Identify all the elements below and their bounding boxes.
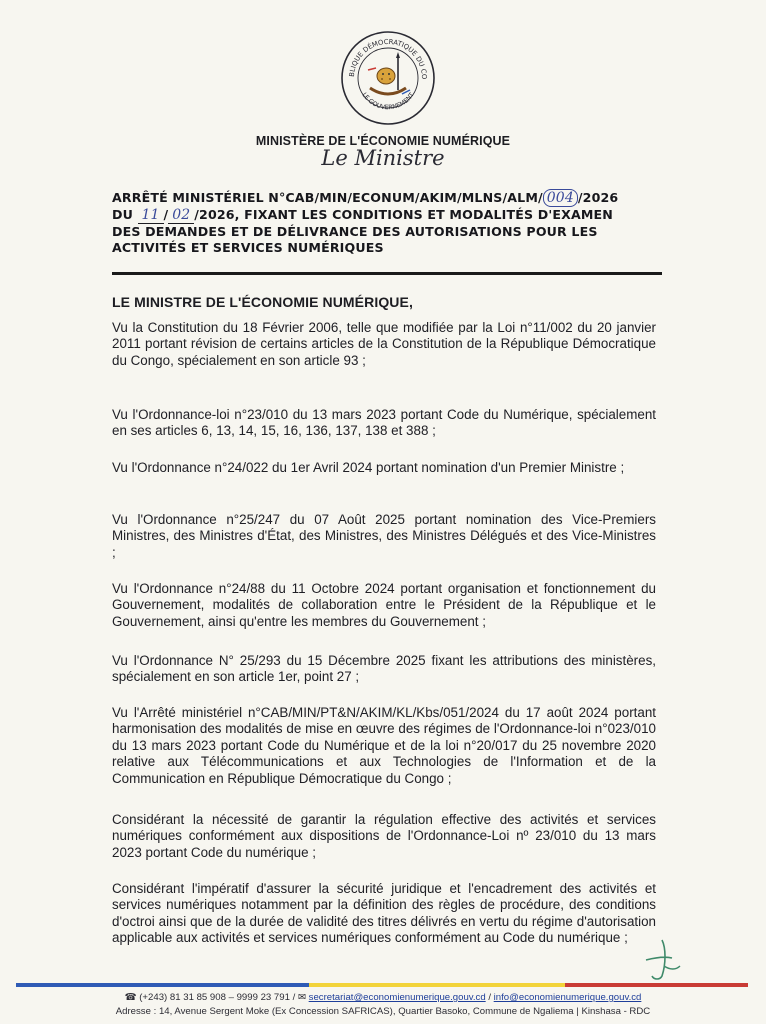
- mail-icon: ✉: [297, 992, 306, 1003]
- paragraph-premier-ministre: Vu l'Ordonnance n°24/022 du 1er Avril 2024 portant nomination d'un Premier Ministre ;: [112, 460, 625, 475]
- flag-stripe: [16, 983, 748, 987]
- handwritten-month: 02: [172, 206, 191, 223]
- flag-yellow-band: [309, 983, 565, 987]
- decree-reference: ARRÊTÉ MINISTÉRIEL N°CAB/MIN/ECONUM/AKIM/MLNS/ALM/: [112, 190, 543, 205]
- handwritten-decree-number: 004: [543, 189, 578, 207]
- seal-top-text: BLIQUE DÉMOCRATIQUE DU CO: [347, 37, 429, 80]
- title-underline: [112, 272, 662, 275]
- paragraph-gouvernement: Vu l'Ordonnance n°24/88 du 11 Octobre 2024 portant organisation et fonctionnement du Gouvernement, modalités de collaboration entre le Président de la République et le Gouvernement, ainsi qu'entre les membres du Gouvernement ;: [112, 581, 656, 629]
- paragraph-vice-premiers: Vu l'Ordonnance n°25/247 du 07 Août 2025 portant nomination des Vice-Premiers Ministres, des Ministres d'État, des Ministres, des Ministres Délégués et des Vice-Ministres ;: [112, 512, 656, 560]
- footer-email-separator: /: [485, 992, 494, 1003]
- footer-phones: (+243) 81 31 85 908 – 9999 23 791 /: [139, 992, 296, 1003]
- paragraph-code-numerique: Vu l'Ordonnance-loi n°23/010 du 13 mars 2023 portant Code du Numérique, spécialement en ses articles 6, 13, 14, 15, 16, 136, 137, 138 et 388 ;: [112, 407, 656, 439]
- decree-year: /2026: [577, 190, 619, 205]
- flag-red-band: [565, 983, 748, 987]
- footer-email-info[interactable]: info@economienumerique.gouv.cd: [493, 992, 642, 1003]
- handwritten-day: 11: [141, 206, 160, 223]
- signatory-title: Le Ministre: [321, 146, 445, 170]
- government-seal: [340, 30, 436, 126]
- title-line-2: [112, 207, 668, 225]
- title-line-3: DES DEMANDES ET DE DÉLIVRANCE DES AUTORISATIONS POUR LES: [112, 224, 598, 239]
- paragraph-attributions: Vu l'Ordonnance N° 25/293 du 15 Décembre 2025 fixant les attributions des ministères, spécialement en son article 1er, point 27 ;: [112, 653, 656, 685]
- title-line-1: [112, 190, 668, 207]
- handwritten-initial: [640, 936, 684, 982]
- ministry-name: MINISTÈRE DE L'ÉCONOMIE NUMÉRIQUE: [255, 134, 511, 148]
- seal-bottom-text: LE GOUVERNEMENT: [360, 91, 416, 112]
- footer-contacts: [0, 992, 766, 1003]
- paragraph-securite-juridique: Considérant l'impératif d'assurer la sécurité juridique et l'encadrement des activités et services numériques notamment par la définition des règles de procédure, des conditions d'octroi ainsi que de la durée de validité des titres délivrés en vertu du régime d'autorisation applicable aux activités et services numériques conformément au Code du numérique ;: [112, 881, 656, 946]
- title-line-4: ACTIVITÉS ET SERVICES NUMÉRIQUES: [112, 239, 384, 255]
- footer-email-secretariat[interactable]: secretariat@economienumerique.gouv.cd: [308, 992, 486, 1003]
- paragraph-constitution: Vu la Constitution du 18 Février 2006, telle que modifiée par la Loi n°11/002 du 20 janvier 2011 portant révision de certains articles de la Constitution de la République Démocratique du Congo, spécialement en son article 93 ;: [112, 320, 656, 368]
- date-separator: /: [163, 206, 169, 222]
- decree-title: [112, 190, 668, 255]
- paragraph-regulation: Considérant la nécessité de garantir la régulation effective des activités et services numériques conformément aux dispositions de l'Ordonnance-Loi nº 23/010 du 13 mars 2023 portant Code du numérique ;: [112, 812, 656, 860]
- paragraph-arrete-2024: Vu l'Arrêté ministériel n°CAB/MIN/PT&N/AKIM/KL/Kbs/051/2024 du 17 août 2024 portant harmonisation des modalités de mise en œuvre des régimes de l'Ordonnance-loi n°023/010 du 13 mars 2023 portant Code du Numérique et de la loi n°20/017 du 25 novembre 2020 relative aux Télécommunications et aux Technologies de l'Information et de la Communication en République Démocratique du Congo ;: [112, 705, 656, 786]
- date-prefix: DU: [112, 206, 133, 222]
- title-subject-start: /2026, FIXANT LES CONDITIONS ET MODALITÉS D'EXAMEN: [194, 206, 613, 222]
- flag-blue-band: [16, 983, 309, 987]
- phone-icon: ☎: [124, 992, 137, 1003]
- minister-heading: LE MINISTRE DE L'ÉCONOMIE NUMÉRIQUE,: [112, 294, 413, 310]
- footer-address: Adresse : 14, Avenue Sergent Moke (Ex Concession SAFRICAS), Quartier Basoko, Commune de Ngaliema | Kinshasa - RDC: [115, 1006, 651, 1017]
